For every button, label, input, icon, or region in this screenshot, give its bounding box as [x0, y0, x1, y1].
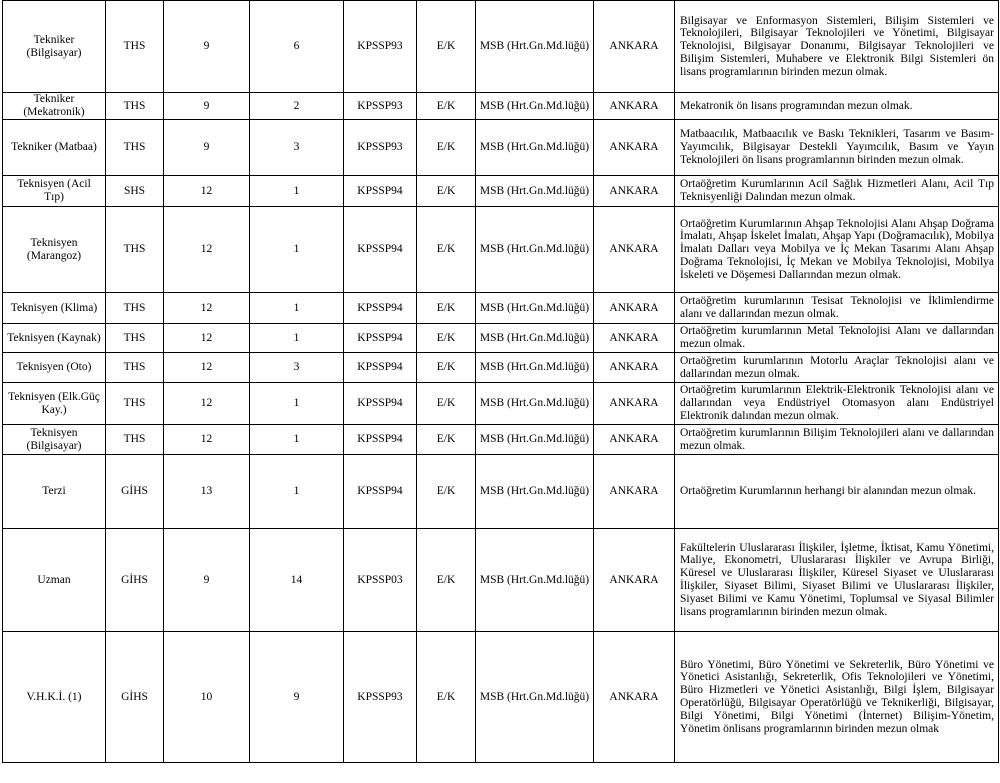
- city-cell: ANKARA: [594, 529, 675, 632]
- table-row: [3, 529, 999, 632]
- degree-cell: 12: [164, 353, 250, 383]
- table-row: [3, 324, 999, 353]
- quota-cell: 6: [250, 1, 344, 93]
- requirements-cell: Ortaöğretim kurumlarının Metal Teknolojisi Alanı ve dallarından mezun olmak.: [675, 324, 999, 353]
- table-row: [3, 383, 999, 425]
- unit-cell: MSB (Hrt.Gn.Md.lüğü): [476, 176, 594, 207]
- service-class-cell: THS: [106, 324, 164, 353]
- kpss-score-type-cell: KPSSP94: [344, 324, 417, 353]
- requirements-cell: Ortaöğretim Kurumlarının Acil Sağlık Hizmetleri Alanı, Acil Tıp Teknisyenliği Dalından mezun olmak.: [675, 176, 999, 207]
- degree-cell: 12: [164, 207, 250, 293]
- kpss-score-type-cell: KPSSP03: [344, 529, 417, 632]
- service-class-cell: THS: [106, 383, 164, 425]
- position-title-cell: Uzman: [3, 529, 106, 632]
- service-class-cell: THS: [106, 120, 164, 176]
- table-row: [3, 425, 999, 455]
- kpss-score-type-cell: KPSSP94: [344, 293, 417, 324]
- quota-cell: 2: [250, 93, 344, 120]
- quota-cell: 14: [250, 529, 344, 632]
- quota-cell: 1: [250, 293, 344, 324]
- gender-cell: E/K: [417, 120, 476, 176]
- unit-cell: MSB (Hrt.Gn.Md.lüğü): [476, 324, 594, 353]
- kpss-score-type-cell: KPSSP93: [344, 93, 417, 120]
- requirements-cell: Ortaöğretim kurumlarının Bilişim Teknolojileri alanı ve dallarından mezun olmak.: [675, 425, 999, 455]
- table-row: [3, 1, 999, 93]
- kpss-score-type-cell: KPSSP93: [344, 632, 417, 763]
- table-row: [3, 120, 999, 176]
- service-class-cell: THS: [106, 93, 164, 120]
- gender-cell: E/K: [417, 93, 476, 120]
- city-cell: ANKARA: [594, 293, 675, 324]
- degree-cell: 9: [164, 93, 250, 120]
- city-cell: ANKARA: [594, 425, 675, 455]
- position-title-cell: Tekniker (Matbaa): [3, 120, 106, 176]
- unit-cell: MSB (Hrt.Gn.Md.lüğü): [476, 93, 594, 120]
- position-title-cell: Teknisyen (Bilgisayar): [3, 425, 106, 455]
- kpss-score-type-cell: KPSSP93: [344, 1, 417, 93]
- service-class-cell: SHS: [106, 176, 164, 207]
- position-title-cell: Teknisyen (Marangoz): [3, 207, 106, 293]
- positions-table: [2, 0, 999, 763]
- degree-cell: 12: [164, 383, 250, 425]
- kpss-score-type-cell: KPSSP93: [344, 120, 417, 176]
- kpss-score-type-cell: KPSSP94: [344, 207, 417, 293]
- city-cell: ANKARA: [594, 455, 675, 529]
- unit-cell: MSB (Hrt.Gn.Md.lüğü): [476, 1, 594, 93]
- requirements-cell: Ortaöğretim Kurumlarının herhangi bir alanından mezun olmak.: [675, 455, 999, 529]
- city-cell: ANKARA: [594, 353, 675, 383]
- city-cell: ANKARA: [594, 93, 675, 120]
- service-class-cell: THS: [106, 1, 164, 93]
- service-class-cell: THS: [106, 207, 164, 293]
- quota-cell: 1: [250, 425, 344, 455]
- table-row: [3, 176, 999, 207]
- unit-cell: MSB (Hrt.Gn.Md.lüğü): [476, 353, 594, 383]
- unit-cell: MSB (Hrt.Gn.Md.lüğü): [476, 120, 594, 176]
- degree-cell: 9: [164, 120, 250, 176]
- quota-cell: 1: [250, 176, 344, 207]
- quota-cell: 1: [250, 455, 344, 529]
- quota-cell: 1: [250, 383, 344, 425]
- service-class-cell: GİHS: [106, 455, 164, 529]
- requirements-cell: Büro Yönetimi, Büro Yönetimi ve Sekreterlik, Büro Yönetimi ve Yönetici Asistanlığı, Sekreterlik, Ofis Teknolojileri ve Yönetimi, Büro Hizmetleri ve Yönetici Asistanlığı, Bilgi İşlem, Bilgisayar Operatörlüğü, Bilgisayar Operatörlüğü ve Teknikerliği, Bilgisayar, Bilgi Yönetimi, Bilgi Yönetimi (İnternet) Bilişim-Yönetim, Yönetim önlisans programlarının birinden mezun olmak: [675, 632, 999, 763]
- city-cell: ANKARA: [594, 120, 675, 176]
- table-row: [3, 93, 999, 120]
- city-cell: ANKARA: [594, 176, 675, 207]
- requirements-cell: Matbaacılık, Matbaacılık ve Baskı Teknikleri, Tasarım ve Basım-Yayımcılık, Bilgisayar Destekli Yayımcılık, Basım ve Yayın Teknolojileri ön lisans programlarının birinden mezun olmak.: [675, 120, 999, 176]
- position-title-cell: Tekniker (Mekatronik): [3, 93, 106, 120]
- degree-cell: 12: [164, 176, 250, 207]
- requirements-cell: Ortaöğretim Kurumlarının Ahşap Teknolojisi Alanı Ahşap Doğrama İmalatı, Ahşap İskelet İmalatı, Ahşap Yapı (Doğramacılık), Mobilya İmalatı Dalları veya Mobilya ve İç Mekan Tasarımı Alanı Ahşap Doğrama Teknolojisi, İç Mekan ve Mobilya Teknolojisi, Mobilya İskeleti ve Döşemesi Dallarından mezun olmak.: [675, 207, 999, 293]
- service-class-cell: THS: [106, 425, 164, 455]
- gender-cell: E/K: [417, 324, 476, 353]
- table-row: [3, 293, 999, 324]
- degree-cell: 9: [164, 529, 250, 632]
- unit-cell: MSB (Hrt.Gn.Md.lüğü): [476, 425, 594, 455]
- position-title-cell: Terzi: [3, 455, 106, 529]
- unit-cell: MSB (Hrt.Gn.Md.lüğü): [476, 293, 594, 324]
- position-title-cell: Teknisyen (Oto): [3, 353, 106, 383]
- gender-cell: E/K: [417, 455, 476, 529]
- requirements-cell: Bilgisayar ve Enformasyon Sistemleri, Bilişim Sistemleri ve Teknolojileri, Bilgisayar Teknolojileri ve Yönetimi, Bilgisayar Teknolojisi, Bilgisayar Donanımı, Bilgisayar Teknolojileri ve Bilişim Sistemleri, Muhabere ve Elektronik Bilgi Sistemleri ön lisans programlarının birinden mezun olmak.: [675, 1, 999, 93]
- gender-cell: E/K: [417, 1, 476, 93]
- gender-cell: E/K: [417, 632, 476, 763]
- kpss-score-type-cell: KPSSP94: [344, 353, 417, 383]
- requirements-cell: Ortaöğretim kurumlarının Elektrik-Elektronik Teknolojisi alanı ve dallarından veya Endüstriyel Otomasyon alanı Endüstriyel Elektronik dalından mezun olmak.: [675, 383, 999, 425]
- city-cell: ANKARA: [594, 632, 675, 763]
- position-title-cell: Tekniker (Bilgisayar): [3, 1, 106, 93]
- service-class-cell: GİHS: [106, 529, 164, 632]
- requirements-cell: Fakültelerin Uluslararası İlişkiler, İşletme, İktisat, Kamu Yönetimi, Maliye, Ekonometri, Uluslararası İlişkiler ve Avrupa Birliği, Küresel ve Uluslararası İlişkiler, Küresel Siyaset ve Uluslararası İlişkiler, Siyaset Bilimi, Siyaset Bilimi ve Uluslararası İlişkiler, Siyaset Bilimi ve Kamu Yönetimi, Toplumsal ve Siyasal Bilimler lisans programlarının birinden mezun olmak.: [675, 529, 999, 632]
- gender-cell: E/K: [417, 293, 476, 324]
- position-title-cell: Teknisyen (Kaynak): [3, 324, 106, 353]
- unit-cell: MSB (Hrt.Gn.Md.lüğü): [476, 529, 594, 632]
- gender-cell: E/K: [417, 425, 476, 455]
- service-class-cell: THS: [106, 353, 164, 383]
- table-row: [3, 632, 999, 763]
- unit-cell: MSB (Hrt.Gn.Md.lüğü): [476, 632, 594, 763]
- table-row: [3, 207, 999, 293]
- quota-cell: 1: [250, 207, 344, 293]
- city-cell: ANKARA: [594, 207, 675, 293]
- quota-cell: 3: [250, 353, 344, 383]
- kpss-score-type-cell: KPSSP94: [344, 176, 417, 207]
- degree-cell: 12: [164, 425, 250, 455]
- degree-cell: 9: [164, 1, 250, 93]
- degree-cell: 13: [164, 455, 250, 529]
- unit-cell: MSB (Hrt.Gn.Md.lüğü): [476, 455, 594, 529]
- table-row: [3, 353, 999, 383]
- position-title-cell: Teknisyen (Klima): [3, 293, 106, 324]
- requirements-cell: Ortaöğretim kurumlarının Tesisat Teknolojisi ve İklimlendirme alanı ve dallarından mezun olmak.: [675, 293, 999, 324]
- gender-cell: E/K: [417, 529, 476, 632]
- unit-cell: MSB (Hrt.Gn.Md.lüğü): [476, 207, 594, 293]
- city-cell: ANKARA: [594, 1, 675, 93]
- quota-cell: 1: [250, 324, 344, 353]
- requirements-cell: Ortaöğretim kurumlarının Motorlu Araçlar Teknolojisi alanı ve dallarından mezun olmak.: [675, 353, 999, 383]
- gender-cell: E/K: [417, 176, 476, 207]
- city-cell: ANKARA: [594, 324, 675, 353]
- city-cell: ANKARA: [594, 383, 675, 425]
- gender-cell: E/K: [417, 383, 476, 425]
- quota-cell: 9: [250, 632, 344, 763]
- degree-cell: 12: [164, 324, 250, 353]
- gender-cell: E/K: [417, 207, 476, 293]
- position-title-cell: V.H.K.İ. (1): [3, 632, 106, 763]
- table-row: [3, 455, 999, 529]
- service-class-cell: GİHS: [106, 632, 164, 763]
- degree-cell: 10: [164, 632, 250, 763]
- kpss-score-type-cell: KPSSP94: [344, 455, 417, 529]
- kpss-score-type-cell: KPSSP94: [344, 425, 417, 455]
- service-class-cell: THS: [106, 293, 164, 324]
- requirements-cell: Mekatronik ön lisans programından mezun olmak.: [675, 93, 999, 120]
- position-title-cell: Teknisyen (Elk.Güç Kay.): [3, 383, 106, 425]
- quota-cell: 3: [250, 120, 344, 176]
- gender-cell: E/K: [417, 353, 476, 383]
- kpss-score-type-cell: KPSSP94: [344, 383, 417, 425]
- degree-cell: 12: [164, 293, 250, 324]
- position-title-cell: Teknisyen (Acil Tıp): [3, 176, 106, 207]
- unit-cell: MSB (Hrt.Gn.Md.lüğü): [476, 383, 594, 425]
